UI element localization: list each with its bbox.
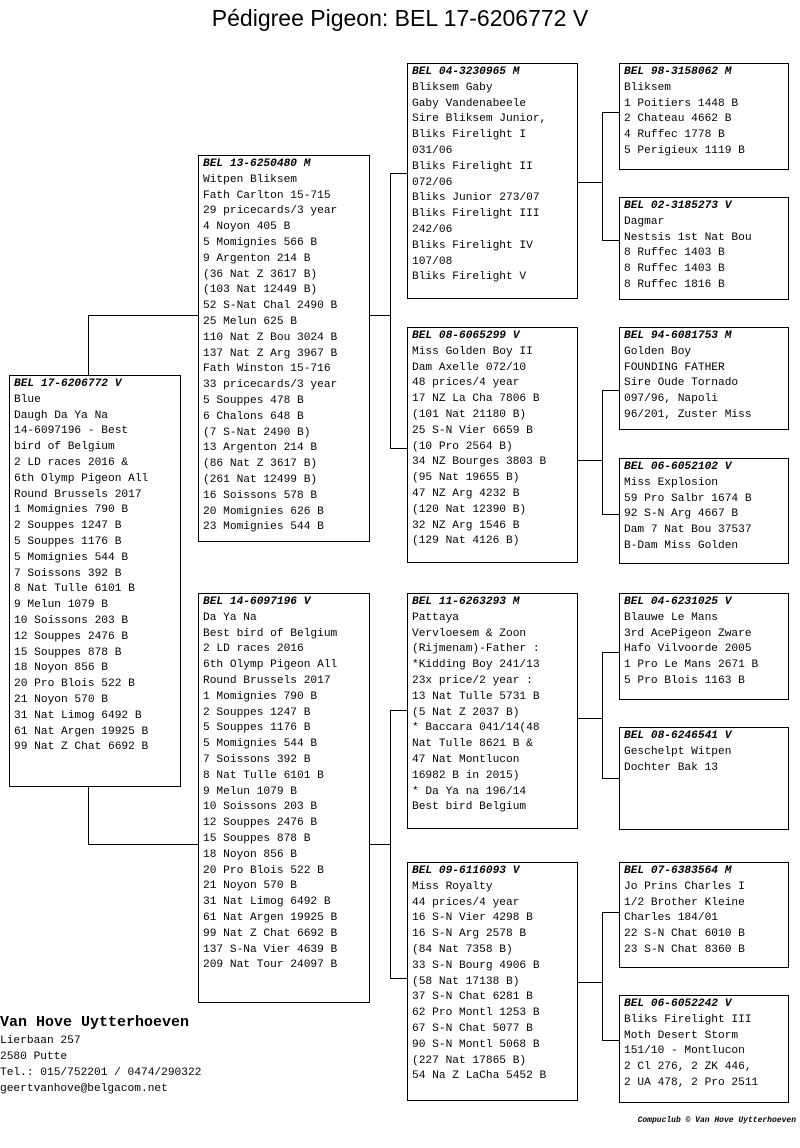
connector-line [602,112,603,240]
pigeon-info-line: Round Brussels 2017 [14,488,142,501]
pigeon-info-line: 13 Nat Tulle 5731 B [412,690,540,703]
pigeon-name: Geschelpt Witpen [624,745,732,758]
connector-line [370,315,390,316]
pigeon-info-line: 12 Souppes 2476 B [203,817,318,830]
pigeon-box-dam-dam [407,862,578,1101]
pigeon-info-line: 17 NZ La Cha 7806 B [412,393,540,406]
pigeon-info-line: Sire Oude Tornado [624,377,739,390]
pigeon-info-line: (58 Nat 17138 B) [412,975,520,988]
pigeon-info-line: 25 S-N Vier 6659 B [412,424,533,437]
pigeon-info-line: 2 Souppes 1247 B [14,520,122,533]
pigeon-info-line: 7 Soissons 392 B [14,567,122,580]
ring-number: BEL 08-6065299 V [412,330,520,342]
pigeon-info-line: Dam Axelle 072/10 [412,361,527,374]
ring-number: BEL 06-6052242 V [624,998,732,1010]
pigeon-box-dsd [619,727,789,830]
pigeon-info-line: 13 Argenton 214 B [203,442,318,455]
pigeon-info-line: Best bird Belgium [412,801,527,814]
pigeon-info-line: (227 Nat 17865 B) [412,1054,527,1067]
connector-line [602,652,620,653]
pigeon-box-dss [619,593,789,700]
pigeon-info-line: 151/10 - Montlucon [624,1045,745,1058]
pigeon-info-line: Moth Desert Storm [624,1029,739,1042]
owner-phone: Tel.: 015/752201 / 0474/290322 [0,1067,202,1079]
pigeon-info-line: 96/201, Zuster Miss [624,408,752,421]
pigeon-info-line: Vervloesem & Zoon [412,627,527,640]
pigeon-info-line: (120 Nat 12390 B) [412,503,527,516]
pigeon-box-subject [9,375,181,787]
pigeon-info-line: Bliks Firelight III [412,208,540,221]
pigeon-info-line: 31 Nat Limog 6492 B [203,896,331,909]
ring-number: BEL 11-6263293 M [412,596,520,608]
pigeon-info-line: 4 Ruffec 1778 B [624,129,725,142]
connector-line [602,1040,620,1041]
connector-line [602,390,620,391]
pigeon-info-line: 62 Pro Montl 1253 B [412,1007,540,1020]
owner-city: 2580 Putte [0,1051,68,1063]
pigeon-info-line: Daugh Da Ya Na [14,409,108,422]
pigeon-info-line: 5 Pro Blois 1163 B [624,674,745,687]
pigeon-info-line: 2 LD races 2016 & [14,456,129,469]
pigeon-info-line: Bliks Firelight II [412,160,533,173]
pigeon-info-line: 9 Argenton 214 B [203,252,311,265]
pigeon-info-line: 5 Souppes 478 B [203,394,304,407]
pigeon-info-line: 3rd AcePigeon Zware [624,627,752,640]
pigeon-info-line: 61 Nat Argen 19925 B [14,725,149,738]
pigeon-name: Dagmar [624,215,665,228]
pigeon-info-line: 12 Souppes 2476 B [14,630,129,643]
pigeon-name: Bliksem [624,81,671,94]
pigeon-info-line: 097/96, Napoli [624,393,718,406]
pigeon-box-ssd [619,197,789,300]
connector-line [602,112,620,113]
pigeon-info-line: (129 Nat 4126 B) [412,535,520,548]
pigeon-name: Miss Golden Boy II [412,345,533,358]
footer-credit: Compuclub © Van Hove Uytterhoeven [637,1116,796,1125]
ring-number: BEL 02-3185273 V [624,200,732,212]
pigeon-info-line: 107/08 [412,255,453,268]
pigeon-info-line: 47 Nat Montlucon [412,753,520,766]
pigeon-info-line: (5 Nat Z 2037 B) [412,706,520,719]
pigeon-info-line: 47 NZ Arg 4232 B [412,487,520,500]
pigeon-info-line: 61 Nat Argen 19925 B [203,911,338,924]
pigeon-box-sire-sire [407,63,578,299]
pigeon-info-line: 5 Momignies 544 B [203,738,318,751]
connector-line [88,315,89,376]
ring-number: BEL 17-6206772 V [14,378,122,390]
pigeon-info-line: (101 Nat 21180 B) [412,408,527,421]
pigeon-info-line: 8 Nat Tulle 6101 B [14,583,135,596]
pigeon-info-line: 031/06 [412,144,453,157]
pigeon-info-line: Bliks Junior 273/07 [412,192,540,205]
pigeon-info-line: B-Dam Miss Golden [624,539,739,552]
pigeon-info-line: 6th Olymp Pigeon All [14,472,149,485]
pigeon-info-line: 23 Momignies 544 B [203,521,324,534]
pigeon-info-line: (7 S-Nat 2490 B) [203,426,311,439]
pigeon-name: Miss Explosion [624,476,718,489]
ring-number: BEL 04-3230965 M [412,66,520,78]
pigeon-info-line: 1 Momignies 790 B [14,504,129,517]
pigeon-info-line: 52 S-Nat Chal 2490 B [203,300,338,313]
ring-number: BEL 07-6383564 M [624,865,732,877]
pigeon-info-line: 25 Melun 625 B [203,315,297,328]
connector-line [578,982,602,983]
pigeon-box-sire-dam [407,327,578,563]
pigeon-name: Da Ya Na [203,611,257,624]
pigeon-box-dam-sire [407,593,578,829]
pigeon-name: Golden Boy [624,345,692,358]
pigeon-info-line: Fath Winston 15-716 [203,363,331,376]
pigeon-info-line: FOUNDING FATHER [624,361,725,374]
pigeon-info-line: Fath Carlton 15-715 [203,189,331,202]
pigeon-info-line: 44 prices/4 year [412,896,520,909]
pigeon-info-line: 2 Chateau 4662 B [624,113,732,126]
ring-number: BEL 13-6250480 M [203,158,311,170]
pigeon-info-line: (Rijmenam)-Father : [412,643,540,656]
pigeon-info-line: 32 NZ Arg 1546 B [412,519,520,532]
pigeon-info-line: 8 Ruffec 1403 B [624,263,725,276]
pigeon-info-line: 20 Pro Blois 522 B [203,864,324,877]
pigeon-info-line: 54 Na Z LaCha 5452 B [412,1070,547,1083]
pigeon-info-line: 29 pricecards/3 year [203,205,338,218]
pigeon-info-line: 21 Noyon 570 B [203,880,297,893]
pigeon-info-line: Sire Bliksem Junior, [412,113,547,126]
pigeon-info-line: 242/06 [412,223,453,236]
owner-address: Lierbaan 257 [0,1035,81,1047]
pigeon-info-line: 7 Soissons 392 B [203,753,311,766]
pigeon-info-line: Bliks Firelight IV [412,239,533,252]
connector-line [602,514,620,515]
pigeon-info-line: 8 Ruffec 1816 B [624,278,725,291]
pigeon-info-line: 9 Melun 1079 B [14,599,108,612]
ring-number: BEL 94-6081753 M [624,330,732,342]
pigeon-box-dam [198,593,370,1003]
pigeon-info-line: 209 Nat Tour 24097 B [203,959,338,972]
pigeon-info-line: * Baccara 041/14(48 [412,722,540,735]
pigeon-info-line: * Da Ya na 196/14 [412,785,527,798]
pigeon-info-line: 2 Cl 276, 2 ZK 446, [624,1061,752,1074]
connector-line [602,912,603,1040]
pigeon-info-line: 2 UA 478, 2 Pro 2511 [624,1076,759,1089]
connector-line [578,182,602,183]
owner-email: geertvanhove@belgacom.net [0,1083,168,1095]
pigeon-info-line: (84 Nat 7358 B) [412,943,513,956]
ring-number: BEL 08-6246541 V [624,730,732,742]
pigeon-info-line: 1 Pro Le Mans 2671 B [624,659,759,672]
pigeon-info-line: 5 Momignies 566 B [203,236,318,249]
pigeon-info-line: 5 Perigieux 1119 B [624,144,745,157]
pigeon-info-line: 10 Soissons 203 B [203,801,318,814]
pigeon-info-line: 5 Souppes 1176 B [203,722,311,735]
connector-line [88,844,199,845]
pigeon-info-line: (261 Nat 12499 B) [203,473,318,486]
pigeon-box-sire [198,155,370,542]
pigeon-info-line: 15 Souppes 878 B [203,832,311,845]
pigeon-info-line: Dochter Bak 13 [624,761,718,774]
pigeon-info-line: (86 Nat Z 3617 B) [203,458,318,471]
pigeon-info-line: 072/06 [412,176,453,189]
pigeon-info-line: 20 Pro Blois 522 B [14,678,135,691]
pigeon-info-line: Charles 184/01 [624,912,718,925]
connector-line [390,710,391,978]
ring-number: BEL 98-3158062 M [624,66,732,78]
pigeon-info-line: bird of Belgium [14,441,115,454]
pigeon-info-line: 90 S-N Montl 5068 B [412,1038,540,1051]
connector-line [602,912,620,913]
pigeon-info-line: 23 S-N Chat 8360 B [624,943,745,956]
pigeon-info-line: 16 S-N Vier 4298 B [412,912,533,925]
pigeon-name: Jo Prins Charles I [624,880,745,893]
pigeon-info-line: 137 Nat Z Arg 3967 B [203,347,338,360]
pigeon-info-line: 1/2 Brother Kleine [624,896,745,909]
owner-block [0,1013,201,1097]
pigeon-info-line: 5 Momignies 544 B [14,551,129,564]
pigeon-info-line: 18 Noyon 856 B [203,848,297,861]
pigeon-info-line: (95 Nat 19655 B) [412,472,520,485]
pigeon-info-line: 2 Souppes 1247 B [203,706,311,719]
connector-line [578,718,602,719]
pigeon-info-line: 137 S-Na Vier 4639 B [203,943,338,956]
pigeon-info-line: Bliks Firelight V [412,271,527,284]
pigeon-info-line: (36 Nat Z 3617 B) [203,268,318,281]
pigeon-info-line: 22 S-N Chat 6010 B [624,928,745,941]
pigeon-name: Bliks Firelight III [624,1013,752,1026]
pigeon-info-line: 31 Nat Limog 6492 B [14,709,142,722]
pigeon-info-line: (103 Nat 12449 B) [203,284,318,297]
pigeon-info-line: 23x price/2 year : [412,674,533,687]
pigeon-info-line: 6th Olymp Pigeon All [203,659,338,672]
pigeon-info-line: 33 pricecards/3 year [203,379,338,392]
pigeon-info-line: 99 Nat Z Chat 6692 B [14,741,149,754]
pigeon-info-line: 8 Nat Tulle 6101 B [203,769,324,782]
connector-line [390,448,408,449]
pigeon-info-line: Nestsis 1st Nat Bou [624,231,752,244]
pigeon-info-line: Nat Tulle 8621 B & [412,738,533,751]
connector-line [390,710,408,711]
pigeon-box-sdd [619,458,789,564]
ring-number: BEL 04-6231025 V [624,596,732,608]
pigeon-info-line: 34 NZ Bourges 3803 B [412,456,547,469]
pigeon-info-line: 8 Ruffec 1403 B [624,247,725,260]
pigeon-box-ddd [619,995,789,1103]
pigeon-info-line: Bliks Firelight I [412,129,527,142]
pigeon-info-line: 21 Noyon 570 B [14,693,108,706]
pigeon-box-sds [619,327,789,430]
pigeon-info-line: 18 Noyon 856 B [14,662,108,675]
pigeon-box-dds [619,862,789,968]
connector-line [602,778,620,779]
pigeon-info-line: 10 Soissons 203 B [14,614,129,627]
pigeon-info-line: 33 S-N Bourg 4906 B [412,959,540,972]
pigeon-info-line: 16 S-N Arg 2578 B [412,928,527,941]
pigeon-name: Miss Royalty [412,880,493,893]
pigeon-info-line: Dam 7 Nat Bou 37537 [624,524,752,537]
pigeon-info-line: 59 Pro Salbr 1674 B [624,492,752,505]
owner-name: Van Hove Uytterhoeven [0,1014,190,1031]
pigeon-info-line: 20 Momignies 626 B [203,505,324,518]
pigeon-box-sss [619,63,789,170]
connector-line [578,460,602,461]
pigeon-info-line: Round Brussels 2017 [203,674,331,687]
pigeon-info-line: 16982 B in 2015) [412,769,520,782]
pigeon-name: Pattaya [412,611,459,624]
pigeon-info-line: 48 prices/4 year [412,377,520,390]
connector-line [390,978,408,979]
pigeon-info-line: 1 Momignies 790 B [203,690,318,703]
connector-line [390,173,391,448]
pigeon-info-line: 5 Souppes 1176 B [14,535,122,548]
pigeon-info-line: 9 Melun 1079 B [203,785,297,798]
pigeon-info-line: 2 LD races 2016 [203,643,304,656]
connector-line [602,652,603,778]
connector-line [602,240,620,241]
pigeon-info-line: *Kidding Boy 241/13 [412,659,540,672]
pigeon-info-line: Hafo Vilvoorde 2005 [624,643,752,656]
pigeon-info-line: Gaby Vandenabeele [412,97,527,110]
pigeon-name: Blauwe Le Mans [624,611,718,624]
pigeon-info-line: 37 S-N Chat 6281 B [412,991,533,1004]
pigeon-name: Witpen Bliksem [203,173,297,186]
pigeon-info-line: 16 Soissons 578 B [203,489,318,502]
page-title: Pédigree Pigeon: BEL 17-6206772 V [211,5,589,31]
pigeon-name: Blue [14,393,41,406]
pigeon-info-line: 14-6097196 - Best [14,425,129,438]
pigeon-info-line: 110 Nat Z Bou 3024 B [203,331,338,344]
pigeon-info-line: 4 Noyon 405 B [203,221,291,234]
pigeon-info-line: (10 Pro 2564 B) [412,440,513,453]
pigeon-info-line: 1 Poitiers 1448 B [624,97,739,110]
ring-number: BEL 14-6097196 V [203,596,311,608]
pigeon-info-line: 67 S-N Chat 5077 B [412,1022,533,1035]
connector-line [88,787,89,844]
connector-line [370,844,390,845]
pigeon-info-line: Best bird of Belgium [203,627,338,640]
connector-line [390,173,408,174]
pigeon-info-line: 99 Nat Z Chat 6692 B [203,927,338,940]
ring-number: BEL 06-6052102 V [624,461,732,473]
connector-line [88,315,199,316]
pigeon-info-line: 92 S-N Arg 4667 B [624,508,739,521]
pigeon-info-line: 6 Chalons 648 B [203,410,304,423]
ring-number: BEL 09-6116093 V [412,865,520,877]
pigeon-name: Bliksem Gaby [412,81,493,94]
connector-line [602,390,603,514]
pigeon-info-line: 15 Souppes 878 B [14,646,122,659]
